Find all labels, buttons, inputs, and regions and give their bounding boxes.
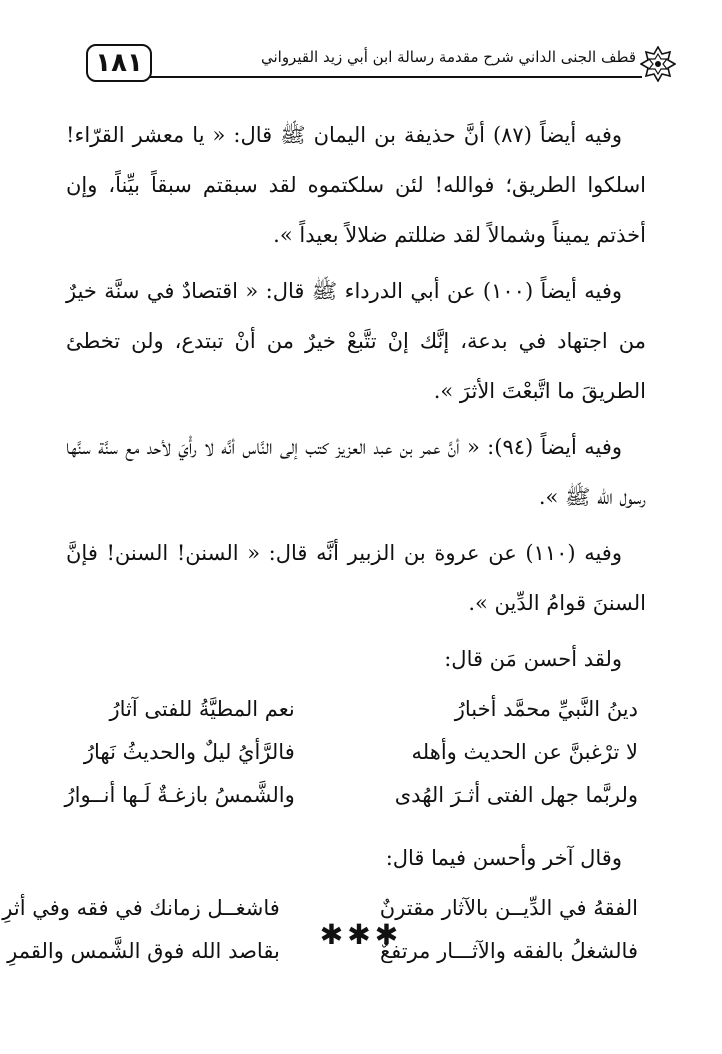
verse-first-hemistich: فالشغلُ بالفقه والآثـــار مرتفعٌ — [379, 939, 638, 963]
poem-1 — [66, 688, 646, 817]
page-body — [2, 110, 646, 973]
verse-first-hemistich: الفقهُ في الدِّيــن بالآثار مقترنٌ — [379, 896, 638, 920]
page-header — [86, 42, 676, 86]
verse-second-hemistich: فالرَّأيُ ليلٌ والحديثُ نَهارُ — [83, 740, 295, 764]
paragraph-urwa: وفيه (١١٠) عن عروة بن الزبير أنَّه قال: « السنن! السنن! فإنَّ السننَ قوامُ الدِّين ». — [66, 541, 646, 615]
poem-intro-1: ولقد أحسن مَن قال: — [444, 647, 622, 671]
verse-second-hemistich: والشَّمسُ بازغـةٌ لَـها أنــوارُ — [64, 783, 295, 807]
page-number: ١٨١ — [86, 44, 152, 82]
star-ornament-icon — [640, 46, 676, 82]
paragraph-umar: وفيه أيضاً (٩٤): « أنَّ عمر بن عبد العزيز كتب إلى النَّاس أنَّه لا رأْيَ لأحد مع سنَّة سنَّها رسول الله ﷺ ». — [66, 435, 646, 509]
verse-second-hemistich: بقاصد الله فوق الشَّمس والقمرِ — [7, 939, 280, 963]
verse-first-hemistich: لا ترْغبنَّ عن الحديث وأهله — [411, 740, 638, 764]
header-rule — [150, 76, 642, 78]
paragraph-abu-darda: وفيه أيضاً (١٠٠) عن أبي الدرداء ﷺ قال: « اقتصادٌ في سنَّة خيرٌ من اجتهاد في بدعة، إنَّك إنْ تتَّبعْ خيرٌ من أنْ تبتدع، ولن تخطئ الطريقَ ما اتَّبعْتَ الأثرَ ». — [66, 279, 646, 403]
verse-first-hemistich: ولربَّما جهل الفتى أثـرَ الهُدى — [394, 783, 638, 807]
section-separator: ✱✱✱ — [319, 918, 403, 951]
poem-intro-2: وقال آخر وأحسن فيما قال: — [385, 846, 622, 870]
running-title: قطف الجنى الداني شرح مقدمة رسالة ابن أبي زيد القيرواني — [260, 48, 636, 66]
verse-second-hemistich: فاشغــل زمانك في فقه وفي أثرِ — [2, 896, 280, 920]
verse-second-hemistich: نعم المطيَّةُ للفتى آثارُ — [109, 697, 295, 721]
verse-first-hemistich: دينُ النَّبيِّ محمَّد أخبارُ — [454, 697, 638, 721]
paragraph-hudhayfa: وفيه أيضاً (٨٧) أنَّ حذيفة بن اليمان ﷺ قال: « يا معشر القرّاء! اسلكوا الطريق؛ فوالله! لئن سلكتموه لقد سبقتم سبقاً بيِّناً، وإن أخذتم يميناً وشمالاً لقد ضللتم ضلالاً بعيداً ». — [66, 123, 646, 247]
